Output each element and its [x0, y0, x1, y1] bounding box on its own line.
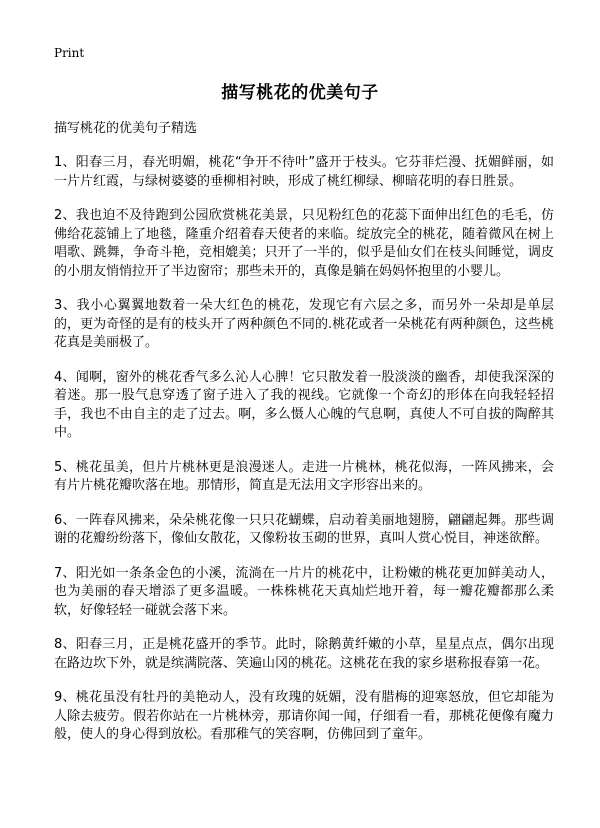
article-body	[54, 120, 554, 761]
paragraph-1: 1、阳春三月，春光明媚，桃花“争开不待叶”盛开于枝头。它芬菲烂漫、抚媚鲜丽，如一片片红霞，与绿树婆婆的垂柳相衬映，形成了桃红柳绿、柳暗花明的春日胜景。	[54, 155, 554, 189]
article-subtitle: 描写桃花的优美句子精选	[54, 121, 198, 136]
print-link[interactable]: Print	[54, 46, 85, 60]
paragraph-9: 9、桃花虽没有牡丹的美艳动人，没有玫瑰的妩媚，没有腊梅的迎寒怒放，但它却能为人除去疲劳。假若你站在一片桃林旁，那请你闻一闻，仔细看一看，那桃花便像有魔力般，使人的身心得到放松。看那稚气的笑容啊，仿佛回到了童年。	[54, 690, 554, 742]
paragraph-3: 3、我小心翼翼地数着一朵大红色的桃花，发现它有六层之多，而另外一朵却是单层的，更为奇怪的是有的枝头开了两种颜色不同的.桃花或者一朵桃花有两种颜色，这些桃花真是美丽极了。	[54, 298, 554, 350]
paragraph-7: 7、阳光如一条条金色的小溪，流淌在一片片的桃花中，让粉嫩的桃花更加鲜美动人，也为美丽的春天增添了更多温暖。一株株桃花天真灿烂地开着，每一瓣花瓣都那么柔软，好像轻轻一碰就会落下来。	[54, 565, 554, 618]
paragraph-5: 5、桃花虽美，但片片桃林更是浪漫迷人。走进一片桃林，桃花似海，一阵风拂来，会有片片桃花瓣吹落在地。那情形，简直是无法用文字形容出来的。	[54, 459, 554, 493]
page-title: 描写桃花的优美句子	[221, 83, 379, 103]
paragraph-8: 8、阳春三月，正是桃花盛开的季节。此时，除鹅黄纤嫩的小草，星星点点，偶尔出现在路边坎下外，就是缤满院落、笑遍山冈的桃花。这桃花在我的家乡堪称报春第一花。	[54, 637, 554, 671]
paragraph-4: 4、闻啊，窗外的桃花香气多么沁人心脾！它只散发着一股淡淡的幽香，却使我深深的着迷。那一股气息穿透了窗子进入了我的视线。它就像一个奇幻的形体在向我轻轻招手，我也不由自主的走了过去。啊，多么慑人心魄的气息啊，真使人不可自拔的陶醉其中。	[54, 369, 554, 440]
paragraph-6: 6、一阵春风拂来，朵朵桃花像一只只花蝴蝶，启动着美丽地翅膀，翩翩起舞。那些调谢的花瓣纷纷落下，像仙女散花，又像粉妆玉砌的世界，真叫人赏心悦目，神迷欲醉。	[54, 512, 554, 546]
paragraph-2: 2、我也迫不及待跑到公园欣赏桃花美景，只见粉红色的花蕊下面伸出红色的毛毛，仿佛给花蕊铺上了地毯，隆重介绍着春天使者的来临。绽放完全的桃花，随着微风在树上唱歌、跳舞，争奇斗艳，竞相媲美；只开了一半的，似乎是仙女们在枝头间睡觉，调皮的小朋友悄悄拉开了半边窗帘；那些未开的，真像是躺在妈妈怀抱里的小婴儿。	[54, 208, 554, 279]
